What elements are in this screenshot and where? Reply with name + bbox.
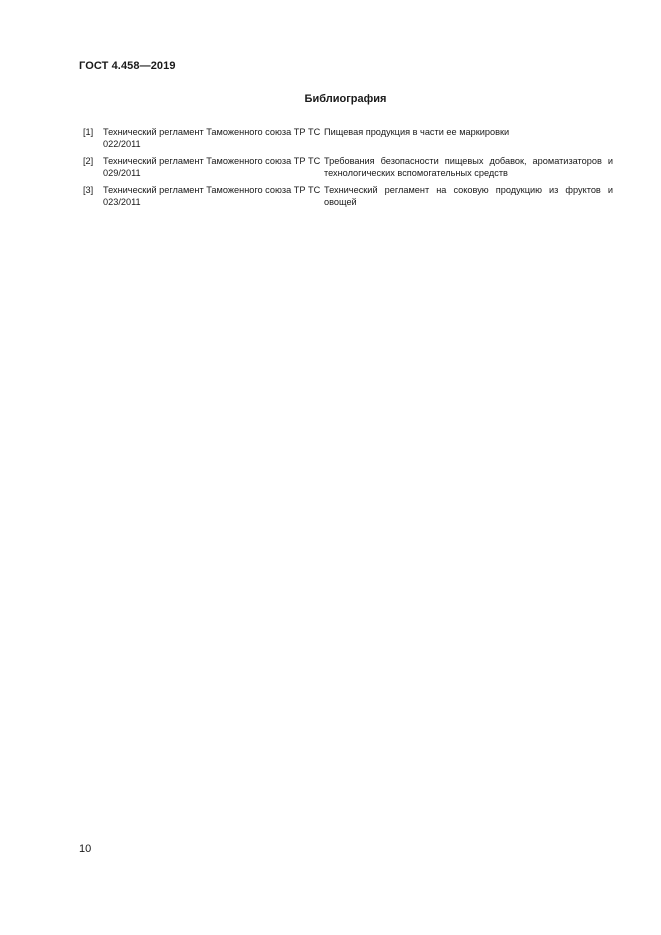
bibliography-list (83, 127, 613, 215)
entry-number: [1] (83, 127, 94, 137)
entry-reference: Технический регламент Таможенного союза ТР ТС 029/2011 (103, 156, 321, 178)
section-title: Библиография (304, 93, 387, 105)
bibliography-entry (83, 185, 613, 208)
entry-number: [2] (83, 156, 94, 167)
entry-reference: Технический регламент Таможенного союза ТР ТС 022/2011 (103, 127, 321, 149)
page-number: 10 (79, 843, 92, 855)
entry-number: [3] (83, 185, 94, 196)
entry-reference: Технический регламент Таможенного союза ТР ТС 023/2011 (103, 185, 321, 207)
bibliography-entry (83, 156, 613, 179)
document-code: ГОСТ 4.458—2019 (79, 60, 176, 72)
entry-title: Технический регламент на соковую продукцию из фруктов и овощей (324, 185, 613, 207)
entry-title: Пищевая продукция в части ее маркировки (324, 127, 510, 137)
entry-title: Требования безопасности пищевых добавок, ароматизаторов и технологических вспомогательных средств (324, 156, 613, 178)
bibliography-entry (83, 127, 613, 150)
